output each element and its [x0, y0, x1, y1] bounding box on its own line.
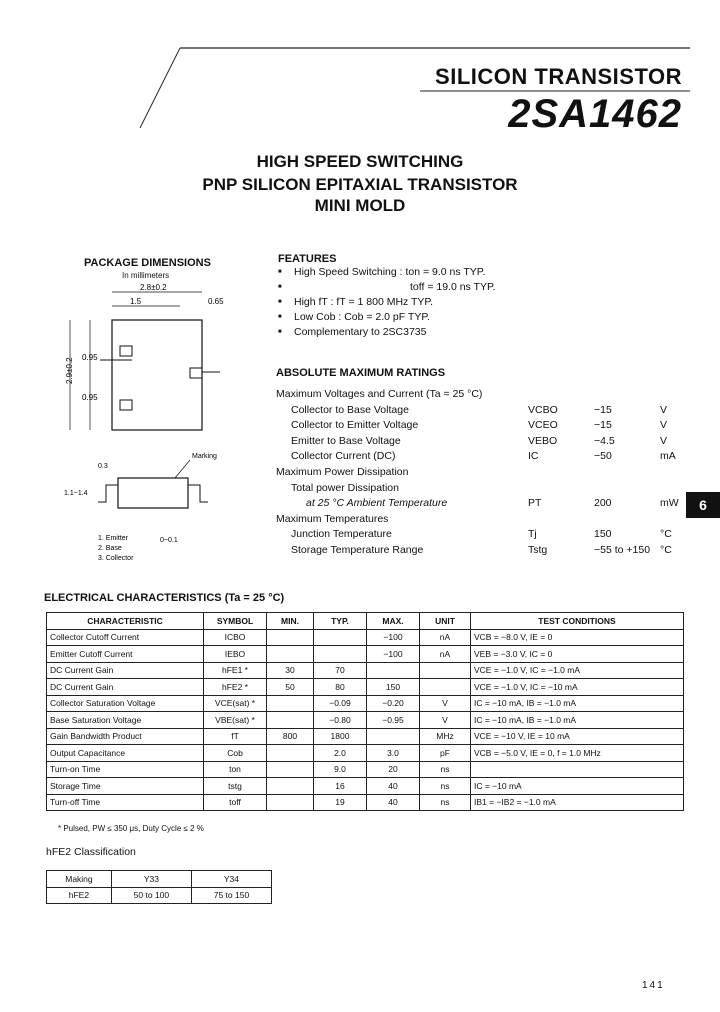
table-cell	[267, 778, 314, 795]
rating-label: Collector Current (DC)	[291, 450, 396, 463]
features-list	[278, 266, 496, 341]
table-row	[47, 662, 684, 679]
table-row	[47, 794, 684, 811]
col-characteristic: CHARACTERISTIC	[47, 613, 204, 630]
table-cell: hFE2 *	[204, 679, 267, 696]
table-cell	[267, 712, 314, 729]
table-row	[47, 887, 272, 904]
table-cell: 40	[367, 778, 420, 795]
table-cell: −100	[367, 629, 420, 646]
table-cell: −0.09	[314, 695, 367, 712]
table-cell: 40	[367, 794, 420, 811]
table-cell: 800	[267, 728, 314, 745]
package-heading: PACKAGE DIMENSIONS	[84, 257, 211, 269]
page-number: 141	[642, 980, 665, 991]
table-cell: V	[420, 695, 471, 712]
table-cell: IC = −10 mA, IB = −1.0 mA	[471, 712, 684, 729]
rating-val: −4.5	[594, 434, 615, 447]
table-cell: VCB = −5.0 V, IE = 0, f = 1.0 MHz	[471, 745, 684, 762]
dim-width: 2.8±0.2	[140, 283, 167, 292]
table-cell: DC Current Gain	[47, 662, 204, 679]
ratings-heading: ABSOLUTE MAXIMUM RATINGS	[276, 367, 446, 379]
rating-label: Emitter to Base Voltage	[291, 434, 401, 447]
rating-sym: VCEO	[528, 419, 558, 432]
rating-sym: VCBO	[528, 403, 558, 416]
table-cell: IB1 = −IB2 = −1.0 mA	[471, 794, 684, 811]
table-cell	[267, 761, 314, 778]
table-cell	[267, 794, 314, 811]
table-cell: ns	[420, 778, 471, 795]
col-typ: TYP.	[314, 613, 367, 630]
table-cell: tstg	[204, 778, 267, 795]
table-cell: VCE = −10 V, IE = 10 mA	[471, 728, 684, 745]
rating-sym: Tstg	[528, 544, 548, 556]
table-cell: 2.0	[314, 745, 367, 762]
features-heading: FEATURES	[278, 253, 337, 265]
table-cell: MHz	[420, 728, 471, 745]
electrical-heading: ELECTRICAL CHARACTERISTICS (Ta = 25 °C)	[44, 592, 285, 604]
table-cell: nA	[420, 629, 471, 646]
rating-val: 150	[594, 528, 612, 541]
table-cell: VCE(sat) *	[204, 695, 267, 712]
table-cell: 1800	[314, 728, 367, 745]
rating-unit: mA	[660, 450, 676, 463]
table-cell: Collector Saturation Voltage	[47, 695, 204, 712]
dim-h1: 0.3	[98, 463, 108, 470]
table-cell: hFE2	[47, 887, 112, 904]
table-cell	[267, 646, 314, 663]
table-cell: ns	[420, 794, 471, 811]
table-cell: 9.0	[314, 761, 367, 778]
table-cell: 80	[314, 679, 367, 696]
rating-sym: PT	[528, 497, 542, 510]
rating-unit: V	[660, 434, 668, 447]
legend-2: 2. Base	[98, 545, 122, 552]
table-cell: 50 to 100	[111, 887, 191, 904]
table-cell	[471, 761, 684, 778]
table-cell: VEB = −3.0 V, IC = 0	[471, 646, 684, 663]
rating-val: −15	[594, 419, 612, 432]
rating-label: at 25 °C Ambient Temperature	[306, 497, 448, 510]
table-row	[47, 712, 684, 729]
col-unit: UNIT	[420, 613, 471, 630]
table-header-row	[47, 613, 684, 630]
feature-item: ■ High Speed Switching : ton = 9.0 ns TYP.	[278, 266, 496, 278]
table-cell: 50	[267, 679, 314, 696]
table-cell: V	[420, 712, 471, 729]
dim-h3: 0~0.1	[160, 537, 178, 544]
table-cell: 75 to 150	[191, 887, 271, 904]
table-cell: 16	[314, 778, 367, 795]
rating-unit: °C	[660, 528, 672, 541]
table-row	[47, 728, 684, 745]
rating-label: Total power Dissipation	[291, 481, 399, 494]
table-cell: pF	[420, 745, 471, 762]
table-cell: Turn-off Time	[47, 794, 204, 811]
table-cell: 70	[314, 662, 367, 679]
dim-pitch-2: 0.95	[82, 393, 98, 402]
rating-sym: IC	[528, 450, 539, 463]
table-cell: 19	[314, 794, 367, 811]
dim-height: 2.9±0.2	[65, 357, 74, 384]
package-units: In millimeters	[122, 271, 170, 280]
rating-label: Storage Temperature Range	[291, 544, 424, 556]
col-test-conditions: TEST CONDITIONS	[471, 613, 684, 630]
rating-label: Maximum Voltages and Current (Ta = 25 °C)	[276, 388, 483, 400]
table-cell: Making	[47, 871, 112, 888]
table-cell: VCE = −1.0 V, IC = −1.0 mA	[471, 662, 684, 679]
table-row	[47, 778, 684, 795]
classification-heading: hFE2 Classification	[46, 846, 136, 858]
category-label: SILICON TRANSISTOR	[435, 64, 682, 89]
rating-val: −50	[594, 450, 612, 463]
table-cell: Cob	[204, 745, 267, 762]
table-row	[47, 761, 684, 778]
table-row	[47, 679, 684, 696]
rating-unit: V	[660, 403, 668, 416]
marking-label: Marking	[192, 453, 217, 460]
rating-unit: V	[660, 419, 668, 432]
col-max: MAX.	[367, 613, 420, 630]
table-cell: Gain Bandwidth Product	[47, 728, 204, 745]
table-row	[47, 745, 684, 762]
table-cell: toff	[204, 794, 267, 811]
table-row	[47, 871, 272, 888]
title-line-2: PNP SILICON EPITAXIAL TRANSISTOR	[202, 175, 518, 194]
rating-label: Maximum Power Dissipation	[276, 466, 409, 478]
table-cell: Y34	[191, 871, 271, 888]
table-cell	[267, 629, 314, 646]
table-cell	[314, 646, 367, 663]
dim-side: 0.65	[208, 297, 224, 306]
rating-unit: °C	[660, 544, 672, 556]
table-cell: −100	[367, 646, 420, 663]
rating-sym: Tj	[528, 528, 537, 541]
table-cell: Output Capacitance	[47, 745, 204, 762]
electrical-table	[46, 612, 684, 811]
table-cell: ns	[420, 761, 471, 778]
table-cell	[267, 695, 314, 712]
table-cell: 30	[267, 662, 314, 679]
rating-label: Collector to Base Voltage	[291, 403, 409, 416]
legend-3: 3. Collector	[98, 555, 134, 562]
table-cell: Emitter Cutoff Current	[47, 646, 204, 663]
table-cell: IC = −10 mA, IB = −1.0 mA	[471, 695, 684, 712]
title-line-1: HIGH SPEED SWITCHING	[256, 152, 464, 171]
table-cell: ton	[204, 761, 267, 778]
feature-item: ■ Complementary to 2SC3735	[278, 326, 496, 338]
part-number: 2SA1462	[508, 92, 682, 136]
table-cell: VCB = −8.0 V, IE = 0	[471, 629, 684, 646]
table-cell	[367, 662, 420, 679]
table-cell: VBE(sat) *	[204, 712, 267, 729]
feature-item: ■ Low Cob : Cob = 2.0 pF TYP.	[278, 311, 496, 323]
table-cell: −0.20	[367, 695, 420, 712]
table-cell: IC = −10 mA	[471, 778, 684, 795]
title-line-3: MINI MOLD	[314, 196, 406, 215]
table-cell	[367, 728, 420, 745]
legend-1: 1. Emitter	[98, 535, 128, 542]
table-row	[47, 629, 684, 646]
rating-val: −15	[594, 403, 612, 416]
rating-label: Junction Temperature	[291, 528, 392, 541]
dim-pitch-1: 0.95	[82, 353, 98, 362]
table-cell: VCE = −1.0 V, IC = −10 mA	[471, 679, 684, 696]
table-cell: nA	[420, 646, 471, 663]
table-cell: −0.80	[314, 712, 367, 729]
table-row	[47, 646, 684, 663]
table-cell: 3.0	[367, 745, 420, 762]
table-cell: Turn-on Time	[47, 761, 204, 778]
rating-label: Maximum Temperatures	[276, 512, 389, 525]
table-cell	[420, 679, 471, 696]
feature-item: ■ High fT : fT = 1 800 MHz TYP.	[278, 296, 496, 308]
table-cell: −0.95	[367, 712, 420, 729]
table-cell: hFE1 *	[204, 662, 267, 679]
footnote: * Pulsed, PW ≤ 350 μs, Duty Cycle ≤ 2 %	[58, 824, 204, 833]
table-cell	[314, 629, 367, 646]
table-cell: Base Saturation Voltage	[47, 712, 204, 729]
table-cell	[267, 745, 314, 762]
rating-sym: VEBO	[528, 434, 558, 447]
section-tab: 6	[686, 492, 720, 518]
rating-val: 200	[594, 497, 612, 510]
package-drawing	[40, 280, 260, 570]
table-cell: fT	[204, 728, 267, 745]
col-min: MIN.	[267, 613, 314, 630]
table-cell: ICBO	[204, 629, 267, 646]
classification-table	[46, 870, 272, 904]
table-cell: Storage Time	[47, 778, 204, 795]
feature-item: ■ toff = 19.0 ns TYP.	[278, 281, 496, 293]
dim-body: 1.5	[130, 297, 142, 306]
rating-unit: mW	[660, 497, 679, 510]
table-cell: 20	[367, 761, 420, 778]
table-cell: DC Current Gain	[47, 679, 204, 696]
col-symbol: SYMBOL	[204, 613, 267, 630]
table-cell: Collector Cutoff Current	[47, 629, 204, 646]
rating-label: Collector to Emitter Voltage	[291, 419, 419, 432]
table-cell	[420, 662, 471, 679]
dim-h2: 1.1~1.4	[64, 490, 88, 497]
table-cell: 150	[367, 679, 420, 696]
table-row	[47, 695, 684, 712]
table-cell: Y33	[111, 871, 191, 888]
table-cell: IEBO	[204, 646, 267, 663]
rating-val: −55 to +150	[594, 544, 651, 556]
